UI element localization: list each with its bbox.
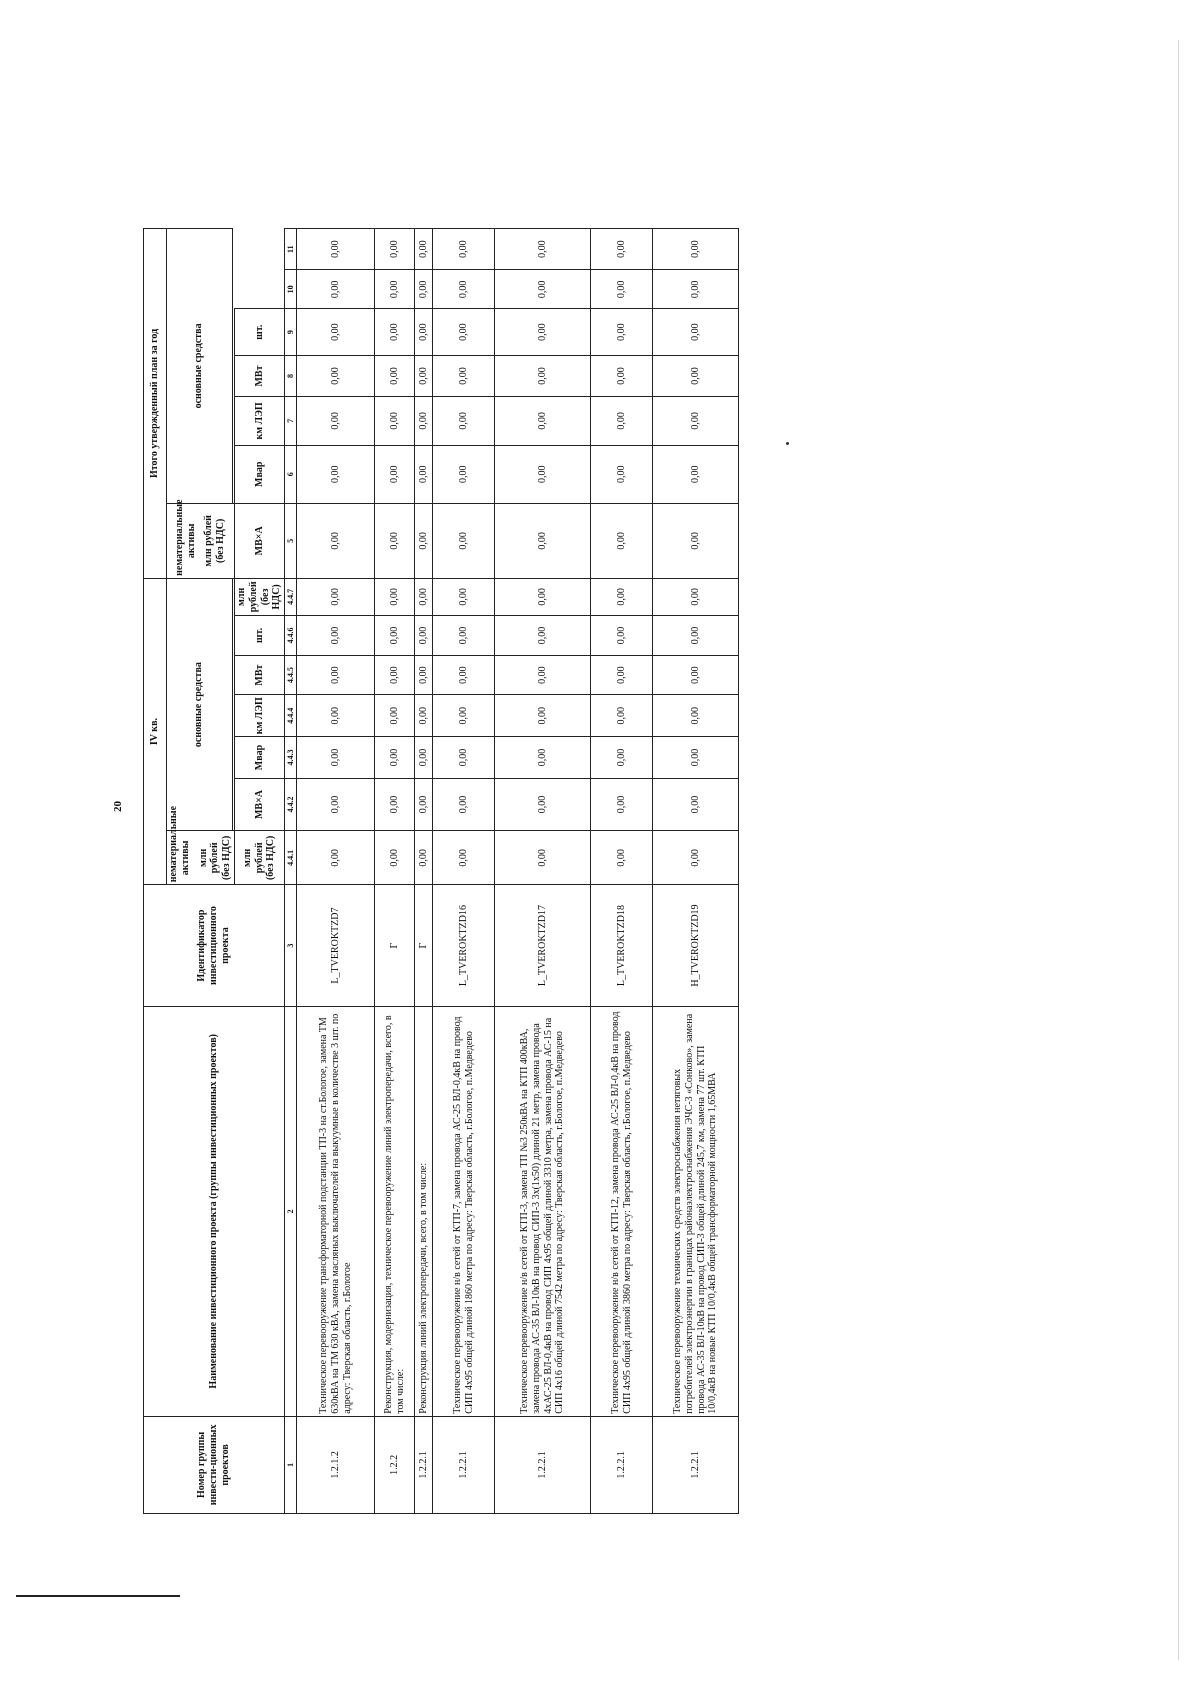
row-value-cell: 0,00 <box>415 355 433 396</box>
column-index-cell: 4.4.4 <box>285 695 297 737</box>
column-index-row <box>285 229 297 1514</box>
row-value-cell: 0,00 <box>297 309 375 355</box>
table-row <box>297 229 375 1514</box>
row-project-id: L_TVEROKTZD17 <box>495 885 591 1007</box>
row-value-cell: 0,00 <box>495 737 591 778</box>
row-group-number: 1.2.2 <box>375 1416 415 1513</box>
row-value-cell: 0,00 <box>591 229 653 270</box>
row-value-cell: 0,00 <box>591 615 653 655</box>
header-q4: IV кв. <box>144 578 167 884</box>
row-value-cell: 0,00 <box>297 778 375 831</box>
row-value-cell: 0,00 <box>653 309 739 355</box>
column-index-cell: 2 <box>285 1006 297 1416</box>
row-project-id: L_TVEROKTZD18 <box>591 885 653 1007</box>
row-value-cell: 0,00 <box>433 309 495 355</box>
row-value-cell: 0,00 <box>297 445 375 503</box>
row-value-cell: 0,00 <box>653 737 739 778</box>
column-index-cell: 1 <box>285 1416 297 1513</box>
row-value-cell: 0,00 <box>591 778 653 831</box>
row-project-name: Техническое перевооружение н/в сетей от КТП-12, замена провода АС-25 ВЛ-0,4кВ на провод СИП 4х95 общей длиной 3860 метра по адресу: Тверская область, г.Бологое, п.Медведево <box>591 1006 653 1416</box>
row-group-number: 1.2.2.1 <box>433 1416 495 1513</box>
table-row <box>433 229 495 1514</box>
row-value-cell: 0,00 <box>653 355 739 396</box>
row-value-cell: 0,00 <box>415 695 433 737</box>
footer-rule <box>16 1595 180 1597</box>
table-body <box>297 229 739 1514</box>
row-value-cell: 0,00 <box>375 831 415 885</box>
unit-q4-km: км ЛЭП <box>234 695 284 737</box>
row-value-cell: 0,00 <box>433 355 495 396</box>
unit-q4-mw: МВт <box>234 656 284 695</box>
row-value-cell: 0,00 <box>495 695 591 737</box>
header-project-id: Идентификатор инвестиционного проекта <box>144 885 285 1007</box>
row-value-cell: 0,00 <box>591 503 653 578</box>
row-value-cell: 0,00 <box>297 578 375 615</box>
column-index-cell: 11 <box>285 229 297 270</box>
row-value-cell: 0,00 <box>297 270 375 309</box>
row-value-cell: 0,00 <box>591 309 653 355</box>
row-value-cell: 0,00 <box>495 445 591 503</box>
row-value-cell: 0,00 <box>375 615 415 655</box>
row-group-number: 1.2.2.1 <box>653 1416 739 1513</box>
column-index-cell: 4.4.5 <box>285 656 297 695</box>
unit-q4-fixed-rub: млн рублей (без НДС) <box>234 831 284 885</box>
row-project-name: Техническое перевооружение трансформаторной подстанции ТП-3 на ст.Бологое, замена ТМ 630кВА на ТМ 630 кВА, замена масляных выключателей на выкуумные в количестве 3 шт. по адресу: Тверская область, г.Бологое <box>297 1006 375 1416</box>
row-value-cell: 0,00 <box>297 615 375 655</box>
row-value-cell: 0,00 <box>591 737 653 778</box>
row-value-cell: 0,00 <box>653 615 739 655</box>
unit-total-km: км ЛЭП <box>234 397 284 446</box>
row-value-cell: 0,00 <box>433 831 495 885</box>
row-value-cell: 0,00 <box>415 578 433 615</box>
table-row <box>653 229 739 1514</box>
row-value-cell: 0,00 <box>297 656 375 695</box>
row-value-cell: 0,00 <box>653 270 739 309</box>
row-value-cell: 0,00 <box>495 229 591 270</box>
row-value-cell: 0,00 <box>297 831 375 885</box>
row-value-cell: 0,00 <box>297 503 375 578</box>
row-value-cell: 0,00 <box>375 229 415 270</box>
row-value-cell: 0,00 <box>297 397 375 446</box>
row-value-cell: 0,00 <box>415 615 433 655</box>
row-value-cell: 0,00 <box>415 656 433 695</box>
row-value-cell: 0,00 <box>591 831 653 885</box>
unit-total-fixed-rub: млн рублей (без НДС) <box>234 578 284 615</box>
row-project-id: H_TVEROKTZD19 <box>653 885 739 1007</box>
row-value-cell: 0,00 <box>591 445 653 503</box>
row-value-cell: 0,00 <box>591 397 653 446</box>
row-value-cell: 0,00 <box>415 737 433 778</box>
row-value-cell: 0,00 <box>297 737 375 778</box>
column-index-cell: 10 <box>285 270 297 309</box>
row-value-cell: 0,00 <box>433 656 495 695</box>
row-value-cell: 0,00 <box>375 695 415 737</box>
page-number: 20 <box>112 801 124 812</box>
column-index-cell: 6 <box>285 445 297 503</box>
row-project-name: Реконструкция линий электропередачи, всего, в том числе: <box>415 1006 433 1416</box>
row-value-cell: 0,00 <box>495 656 591 695</box>
table-row <box>591 229 653 1514</box>
unit-q4-mva: МВ×А <box>234 778 284 831</box>
row-value-cell: 0,00 <box>433 615 495 655</box>
column-index-cell: 5 <box>285 503 297 578</box>
intangible-unit: млн рублей (без НДС) <box>203 515 227 567</box>
unit-total-mvar: Мвар <box>234 445 284 503</box>
column-index-cell: 4.4.6 <box>285 615 297 655</box>
row-value-cell: 0,00 <box>433 445 495 503</box>
table-row <box>495 229 591 1514</box>
row-project-id: L_TVEROKTZD7 <box>297 885 375 1007</box>
row-value-cell: 0,00 <box>591 695 653 737</box>
row-value-cell: 0,00 <box>375 270 415 309</box>
intangible-unit: млн рублей (без НДС) <box>197 835 233 881</box>
table-row <box>375 229 415 1514</box>
row-group-number: 1.2.2.1 <box>591 1416 653 1513</box>
row-value-cell: 0,00 <box>495 615 591 655</box>
column-index-cell: 8 <box>285 355 297 396</box>
row-value-cell: 0,00 <box>415 270 433 309</box>
column-index-cell: 9 <box>285 309 297 355</box>
row-project-id: L_TVEROKTZD16 <box>433 885 495 1007</box>
row-value-cell: 0,00 <box>433 778 495 831</box>
unit-total-sht: шт. <box>234 309 284 355</box>
row-value-cell: 0,00 <box>653 445 739 503</box>
column-index-cell: 4.4.2 <box>285 778 297 831</box>
row-value-cell: 0,00 <box>415 778 433 831</box>
row-value-cell: 0,00 <box>653 503 739 578</box>
row-value-cell: 0,00 <box>433 695 495 737</box>
row-value-cell: 0,00 <box>375 778 415 831</box>
rotated-table-container <box>143 228 788 1514</box>
row-value-cell: 0,00 <box>653 656 739 695</box>
header-total-fixed-assets: основные средства <box>167 229 233 504</box>
unit-total-mva: МВ×А <box>234 503 284 578</box>
row-value-cell: 0,00 <box>375 503 415 578</box>
row-value-cell: 0,00 <box>495 397 591 446</box>
row-value-cell: 0,00 <box>415 503 433 578</box>
row-value-cell: 0,00 <box>495 578 591 615</box>
row-value-cell: 0,00 <box>591 656 653 695</box>
row-group-number: 1.2.2.1 <box>495 1416 591 1513</box>
row-value-cell: 0,00 <box>415 309 433 355</box>
row-value-cell: 0,00 <box>591 355 653 396</box>
row-project-name: Реконструкция, модернизация, техническое перевооружение линий электропередачи, всего, в том числе: <box>375 1006 415 1416</box>
row-value-cell: 0,00 <box>375 445 415 503</box>
row-value-cell: 0,00 <box>433 397 495 446</box>
header-project-name: Наименование инвестиционного проекта (группы инвестиционных проектов) <box>144 1006 285 1416</box>
header-total-intangible: нематериальные активы млн рублей (без НДС) <box>167 503 235 578</box>
row-value-cell: 0,00 <box>433 503 495 578</box>
column-index-cell: 3 <box>285 885 297 1007</box>
row-value-cell: 0,00 <box>433 229 495 270</box>
unit-q4-sht: шт. <box>234 615 284 655</box>
row-value-cell: 0,00 <box>415 397 433 446</box>
row-project-name: Техническое перевооружение н/в сетей от КТП-7, замена провода АС-25 ВЛ-0,4кВ на провод СИП 4х95 общей длиной 1860 метра по адресу: Тверская область, г.Бологое, п.Медведево <box>433 1006 495 1416</box>
row-value-cell: 0,00 <box>375 737 415 778</box>
unit-q4-mvar: Мвар <box>234 737 284 778</box>
row-value-cell: 0,00 <box>433 270 495 309</box>
table-row <box>415 229 433 1514</box>
header-q4-intangible: нематериальные активы млн рублей (без НДС) <box>167 831 235 885</box>
row-value-cell: 0,00 <box>495 778 591 831</box>
row-value-cell: 0,00 <box>415 445 433 503</box>
row-value-cell: 0,00 <box>415 831 433 885</box>
scan-edge-line <box>1178 40 1179 1660</box>
row-group-number: 1.2.1.2 <box>297 1416 375 1513</box>
column-index-cell: 4.4.7 <box>285 578 297 615</box>
row-value-cell: 0,00 <box>495 270 591 309</box>
row-value-cell: 0,00 <box>653 229 739 270</box>
row-project-id: Г <box>415 885 433 1007</box>
row-value-cell: 0,00 <box>653 397 739 446</box>
row-value-cell: 0,00 <box>653 778 739 831</box>
row-value-cell: 0,00 <box>495 309 591 355</box>
row-value-cell: 0,00 <box>415 229 433 270</box>
row-value-cell: 0,00 <box>495 355 591 396</box>
row-value-cell: 0,00 <box>433 737 495 778</box>
row-value-cell: 0,00 <box>297 695 375 737</box>
row-value-cell: 0,00 <box>495 831 591 885</box>
row-value-cell: 0,00 <box>591 270 653 309</box>
row-value-cell: 0,00 <box>297 355 375 396</box>
investment-table <box>143 228 739 1514</box>
row-value-cell: 0,00 <box>375 397 415 446</box>
row-value-cell: 0,00 <box>653 695 739 737</box>
row-value-cell: 0,00 <box>375 309 415 355</box>
row-project-name: Техническое перевооружение технических средств электроснабжения нетяговых потребителей электроэнергии в границах районаэлектроснабжения ЭЧС-3 «Сонково», замена провода АС-35 ВЛ-10кВ на провод СИП-3 общей длиной 245,7 км, замена 77 шт. КТП 10/0,4кВ на новые КТП 10/0,4кВ общей трансформаторной мощности 1,65МВА <box>653 1006 739 1416</box>
unit-total-mw: МВт <box>234 355 284 396</box>
header-total-plan: Итого утвержденный план за год <box>144 229 167 579</box>
column-index-cell: 7 <box>285 397 297 446</box>
row-project-id: Г <box>375 885 415 1007</box>
header-group-number: Номер группы инвести-ционных проектов <box>144 1416 285 1513</box>
row-group-number: 1.2.2.1 <box>415 1416 433 1513</box>
row-value-cell: 0,00 <box>375 656 415 695</box>
column-index-cell: 4.4.1 <box>285 831 297 885</box>
row-value-cell: 0,00 <box>433 578 495 615</box>
row-value-cell: 0,00 <box>495 503 591 578</box>
row-value-cell: 0,00 <box>375 355 415 396</box>
header-q4-fixed-assets: основные средства <box>167 578 233 831</box>
row-value-cell: 0,00 <box>297 229 375 270</box>
row-value-cell: 0,00 <box>653 578 739 615</box>
row-value-cell: 0,00 <box>375 578 415 615</box>
row-project-name: Техническое перевооружение н/в сетей от КТП-3, замена ТП №3 250кВА на КТП 400кВА, замена провода АС-35 ВЛ-10кВ на провод СИП-3 3х(1х50) длиной 21 метр, замена провода 4хАС-25 ВЛ-0,4кВ на провод СИП 4х95 общей длиной 3310 метра, замена провода АС-15 на СИП 4х16 общей длиной 7542 метра по адресу: Тверская область, г.Бологое, п.Медведево <box>495 1006 591 1416</box>
row-value-cell: 0,00 <box>591 578 653 615</box>
row-value-cell: 0,00 <box>653 831 739 885</box>
column-index-cell: 4.4.3 <box>285 737 297 778</box>
